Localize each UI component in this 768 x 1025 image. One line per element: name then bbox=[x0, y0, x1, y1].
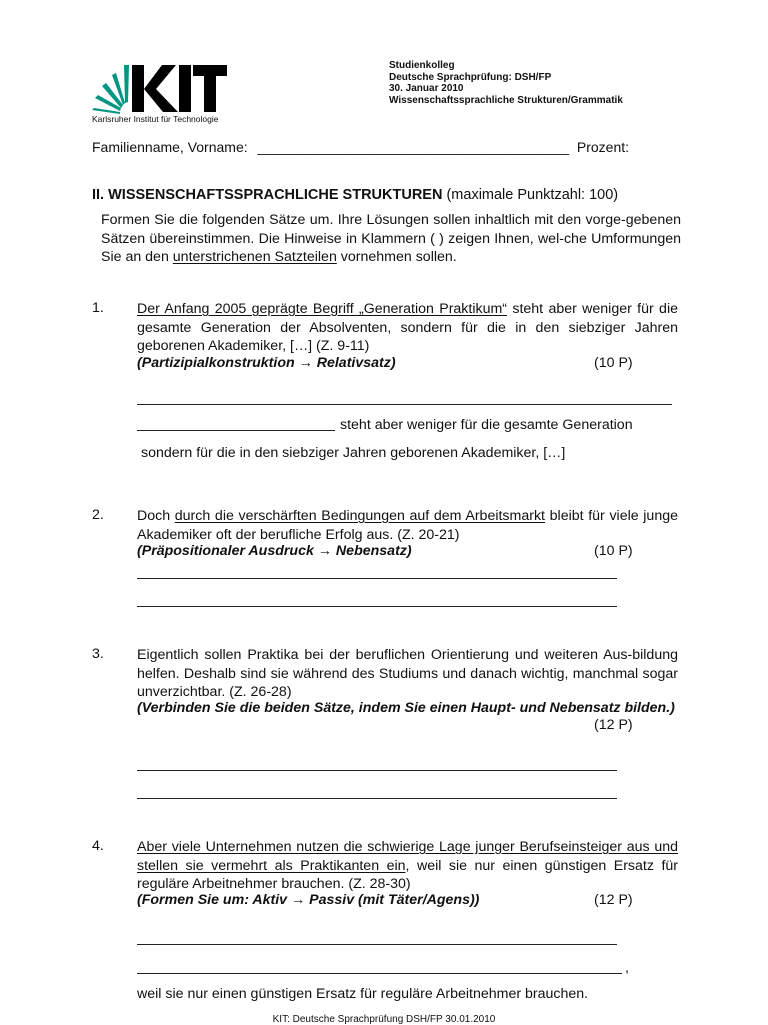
exam-name-line: Deutsche Sprachprüfung: DSH/FP bbox=[389, 71, 552, 83]
task-2-before: Doch bbox=[137, 508, 175, 524]
task-1-instruction: (Partizipialkonstruktion → Relativsatz) bbox=[137, 355, 396, 371]
task-4-answer-comma: , bbox=[625, 960, 629, 976]
task-2-instruction: (Präpositionaler Ausdruck → Nebensatz) bbox=[137, 543, 412, 559]
task-4-points: (12 P) bbox=[594, 892, 633, 908]
intro-text-1: Formen Sie die folgenden Sätze um. Ihre Lösungen sollen inhaltlich mit den vorge-gebenen Sätzen übereinstimmen. Die Hinweise in Klammern ( ) zeigen Ihnen, wel-che Umformungen Sie an den bbox=[101, 212, 681, 265]
task-3-answer-line-2[interactable] bbox=[137, 798, 617, 799]
task-4-text bbox=[137, 838, 678, 894]
task-1-answer-line-1[interactable] bbox=[137, 404, 672, 405]
task-2-answer-line-1[interactable] bbox=[137, 578, 617, 579]
task-4-number: 4. bbox=[92, 838, 104, 854]
section-title: II. WISSENSCHAFTSSPRACHLICHE STRUKTUREN bbox=[92, 187, 443, 203]
institution-line: Studienkolleg bbox=[389, 60, 455, 71]
intro-underlined: unterstrichenen Satzteilen bbox=[172, 249, 337, 265]
task-2-rest: bleibt für viele junge Akademiker oft der berufliche Erfolg aus. (Z. 20-21) bbox=[137, 508, 678, 543]
page-footer: KIT: Deutsche Sprachprüfung DSH/FP 30.01.2010 bbox=[272, 1014, 496, 1025]
task-4-instruction: (Formen Sie um: Aktiv → Passiv (mit Täter/Agens)) bbox=[137, 892, 480, 908]
exam-part-line: Wissenschaftssprachliche Strukturen/Grammatik bbox=[389, 94, 623, 106]
task-2-answer-line-2[interactable] bbox=[137, 606, 617, 607]
task-3-instruction: (Verbinden Sie die beiden Sätze, indem Sie einen Haupt- und Nebensatz bilden.) bbox=[137, 700, 675, 716]
task-1-answer-text-1: steht aber weniger für die gesamte Generation bbox=[340, 417, 633, 433]
task-3-text: Eigentlich sollen Praktika bei der beruflichen Orientierung und weiteren Aus-bildung helfen. Deshalb sind sie während des Studiums und danach wichtig, manchmal sogar unverzichtbar. (Z. 26-28) bbox=[137, 647, 678, 700]
task-1-points: (10 P) bbox=[594, 355, 633, 371]
intro-text-2: vornehmen sollen. bbox=[336, 249, 457, 265]
task-2-underlined: durch die verschärften Bedingungen auf dem Arbeitsmarkt bbox=[174, 508, 545, 524]
task-2-text bbox=[137, 507, 678, 544]
task-1-number: 1. bbox=[92, 300, 104, 316]
task-2-number: 2. bbox=[92, 507, 104, 523]
task-3-points: (12 P) bbox=[594, 717, 633, 733]
instructions-paragraph bbox=[101, 211, 681, 267]
logo-subtitle: Karlsruher Institut für Technologie bbox=[92, 114, 219, 124]
task-4-answer-line-2[interactable] bbox=[137, 973, 622, 974]
task-4-answer-line-1[interactable] bbox=[137, 944, 617, 945]
task-1-answer-text-2: sondern für die in den siebziger Jahren geborenen Akademiker, […] bbox=[141, 445, 566, 461]
section-heading bbox=[92, 187, 618, 203]
exam-date-line: 30. Januar 2010 bbox=[389, 83, 464, 94]
exam-header-info bbox=[389, 60, 623, 106]
task-4-answer-text: weil sie nur einen günstigen Ersatz für reguläre Arbeitnehmer brauchen. bbox=[137, 986, 589, 1002]
task-1-underlined: Der Anfang 2005 geprägte Begriff „Generation Praktikum“ bbox=[137, 301, 508, 317]
task-1-rest: steht aber weniger für die gesamte Generation der Absolventen, sondern für die in den siebziger Jahren geborenen Akademiker, […] (Z. 9-11) bbox=[137, 301, 678, 354]
section-max-points: (maximale Punktzahl: 100) bbox=[446, 187, 619, 203]
task-4-rest: , weil sie nur einen günstigen Ersatz für reguläre Arbeitnehmer brauchen. (Z. 28-30) bbox=[137, 857, 678, 892]
task-1-text bbox=[137, 300, 678, 356]
task-2-points: (10 P) bbox=[594, 543, 633, 559]
task-1-answer-line-2[interactable] bbox=[137, 430, 335, 431]
task-4-underlined: Aber viele Unternehmen nutzen die schwierige Lage junger Berufseinsteiger aus und stellen sie vermehrt als Praktikanten ein bbox=[137, 839, 678, 874]
task-3-answer-line-1[interactable] bbox=[137, 770, 617, 771]
percent-label: Prozent: bbox=[576, 139, 630, 155]
task-3-number: 3. bbox=[92, 646, 104, 662]
name-blank[interactable]: ________________________________________ bbox=[257, 139, 569, 155]
name-label: Familienname, Vorname: bbox=[92, 139, 248, 155]
name-row bbox=[92, 139, 629, 155]
